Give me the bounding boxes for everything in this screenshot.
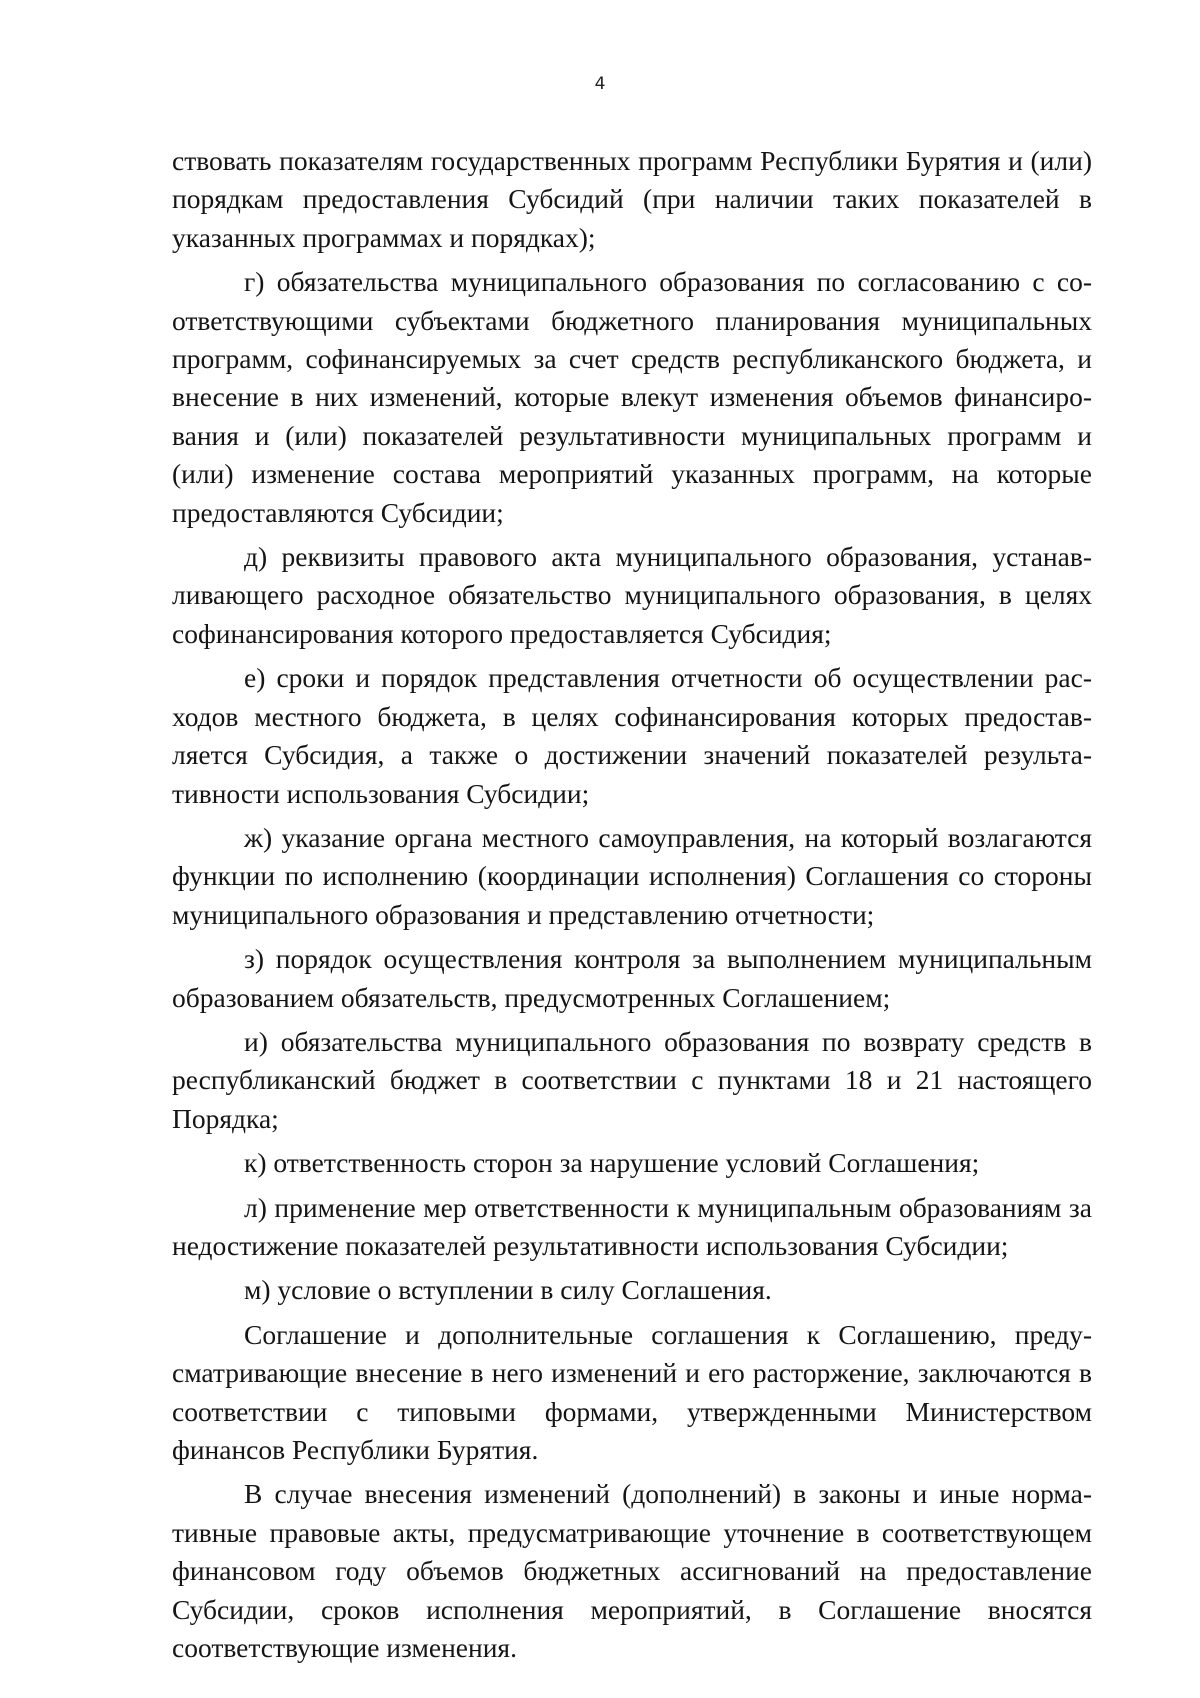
paragraph-item-e: е) сроки и порядок представления отчетности об осуществлении расходов местного бюджета, в целях софинансирования которых предоставляется Субсидия, а также о достижении значений показателей результативности использования Субсидии; — [172, 662, 1092, 809]
document-body — [172, 142, 1092, 1673]
paragraph-item-l: л) применение мер ответственности к муниципальным образованиям за недостижение показателей результативности использования Субсидии; — [172, 1191, 1092, 1261]
page-number: 4 — [594, 74, 606, 94]
paragraph-item-d: д) реквизиты правового акта муниципального образования, устанавливающего расходное обязательство муниципального образования, в целях софинансирования которого предоставляется Субсидия; — [172, 541, 1092, 649]
paragraph-item-i: и) обязательства муниципального образования по возврату средств в республиканский бюджет в соответствии с пунктами 18 и 21 настоящего Порядка; — [172, 1025, 1092, 1134]
paragraph-item-k: к) ответственность сторон за нарушение условий Соглашения; — [244, 1147, 980, 1179]
paragraph-agreement-forms: Соглашение и дополнительные соглашения к Соглашению, предусматривающие внесение в него изменений и его расторжение, заключаются в соответствии с типовыми формами, утвержденными Министерством финансов Республики Бурятия. — [172, 1318, 1092, 1465]
paragraph-item-g: г) обязательства муниципального образования по согласованию с соответствующими субъектами бюджетного планирования муниципальных программ, софинансируемых за счет средств республиканского бюджета, и внесение в них изменений, которые влекут изменения объемов финансирования и (или) показателей результативности муниципальных программ и (или) изменение состава мероприятий указанных программ, на которые предоставляются Субсидии; — [172, 266, 1092, 528]
paragraph-item-zh: ж) указание органа местного самоуправления, на который возлагаются функции по исполнению (координации исполнения) Соглашения со стороны муниципального образования и представлению отчетности; — [172, 821, 1092, 930]
paragraph-item-z: з) порядок осуществления контроля за выполнением муниципальным образованием обязательств, предусмотренных Соглашением; — [172, 943, 1092, 1013]
paragraph-item-m: м) условие о вступлении в силу Соглашения. — [244, 1274, 772, 1306]
paragraph-continuation: ствовать показателям государственных программ Республики Бурятия и (или) порядкам предоставления Субсидий (при наличии таких показателей в указанных программах и порядках); — [172, 145, 1092, 253]
paragraph-amendments: В случае внесения изменений (дополнений) в законы и иные нормативные правовые акты, предусматривающие уточнение в соответствующем финансовом году объемов бюджетных ассигнований на предоставление Субсидии, сроков исполнения мероприятий, в Соглашение вносятся соответствующие изменения. — [172, 1478, 1092, 1664]
